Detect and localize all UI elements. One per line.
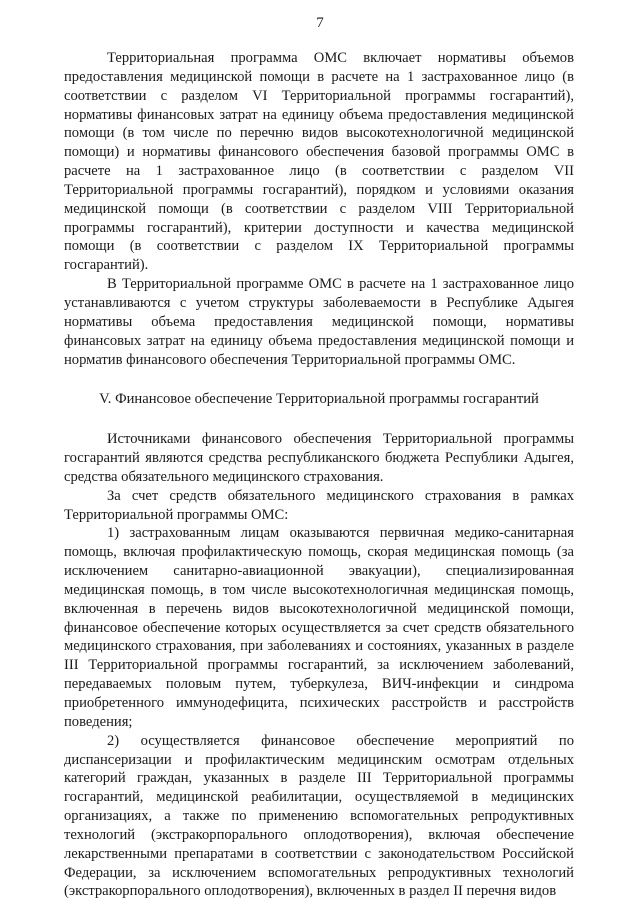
spacer (64, 409, 574, 430)
paragraph-program-norms: В Территориальной программе ОМС в расчете на 1 застрахованное лицо устанавливаются с учетом структуры заболеваемости в Республике Адыгея нормативы объема предоставления медицинской помощи, нормативы финансовых затрат на единицу объема предоставления медицинской помощи и норматив финансового обеспечения Территориальной программы ОМС. (64, 276, 574, 368)
paragraph-list-item-2: 2) осуществляется финансовое обеспечение мероприятий по диспансеризации и профилактическим медицинским осмотрам отдельных категорий граждан, указанных в разделе III Территориальной программы госгарантий, медицинской реабилитации, осуществляемой в медицинских организациях, а также по применению вспомогательных репродуктивных технологий (экстракорпорального оплодотворения), включая обеспечение лекарственными препаратами в соответствии с законодательством Российской Федерации, за исключением вспомогательных репродуктивных технологий (экстракорпорального оплодотворения), включенных в раздел II перечня видов (64, 732, 574, 900)
paragraph-funding-sources: Источниками финансового обеспечения Территориальной программы госгарантий являются средства республиканского бюджета Республики Адыгея, средства обязательного медицинского страхования. (64, 431, 574, 485)
paragraph-oms-intro: За счет средств обязательного медицинского страхования в рамках Территориальной программы ОМС: (64, 487, 574, 523)
document-body (64, 49, 574, 901)
section-heading: V. Финансовое обеспечение Территориальной программы госгарантий (99, 391, 539, 408)
page-number: 7 (316, 15, 324, 31)
paragraph-program-contents: Территориальная программа ОМС включает нормативы объемов предоставления медицинской помощи в расчете на 1 застрахованное лицо (в соответствии с разделом VI Территориальной программы госгарантий), нормативы финансовых затрат на единицу объема предоставления медицинской помощи (в том числе по перечню видов высокотехнологичной медицинской помощи) и нормативы финансового обеспечения базовой программы ОМС в расчете на 1 застрахованное лицо (в соответствии с разделом VII Территориальной программы госгарантий), порядком и условиями оказания медицинской помощи (в соответствии с разделом VIII Территориальной программы госгарантий), критерии доступности и качества медицинской помощи (в соответствии с разделом IX Территориальной программы госгарантий). (64, 50, 574, 274)
spacer (64, 369, 574, 390)
paragraph-list-item-1: 1) застрахованным лицам оказываются первичная медико-санитарная помощь, включая профилактическую помощь, скорая медицинская помощь (за исключением санитарно-авиационной эвакуации), специализированная медицинская помощь, в том числе высокотехнологичная медицинская помощь, включенная в перечень видов высокотехнологичной медицинской помощи, финансовое обеспечение которых осуществляется за счет средств обязательного медицинского страхования, при заболеваниях и состояниях, указанных в разделе III Территориальной программы госгарантий, за исключением заболеваний, передаваемых половым путем, туберкулеза, ВИЧ-инфекции и синдрома приобретенного иммунодефицита, психических расстройств и расстройств поведения; (64, 525, 574, 730)
